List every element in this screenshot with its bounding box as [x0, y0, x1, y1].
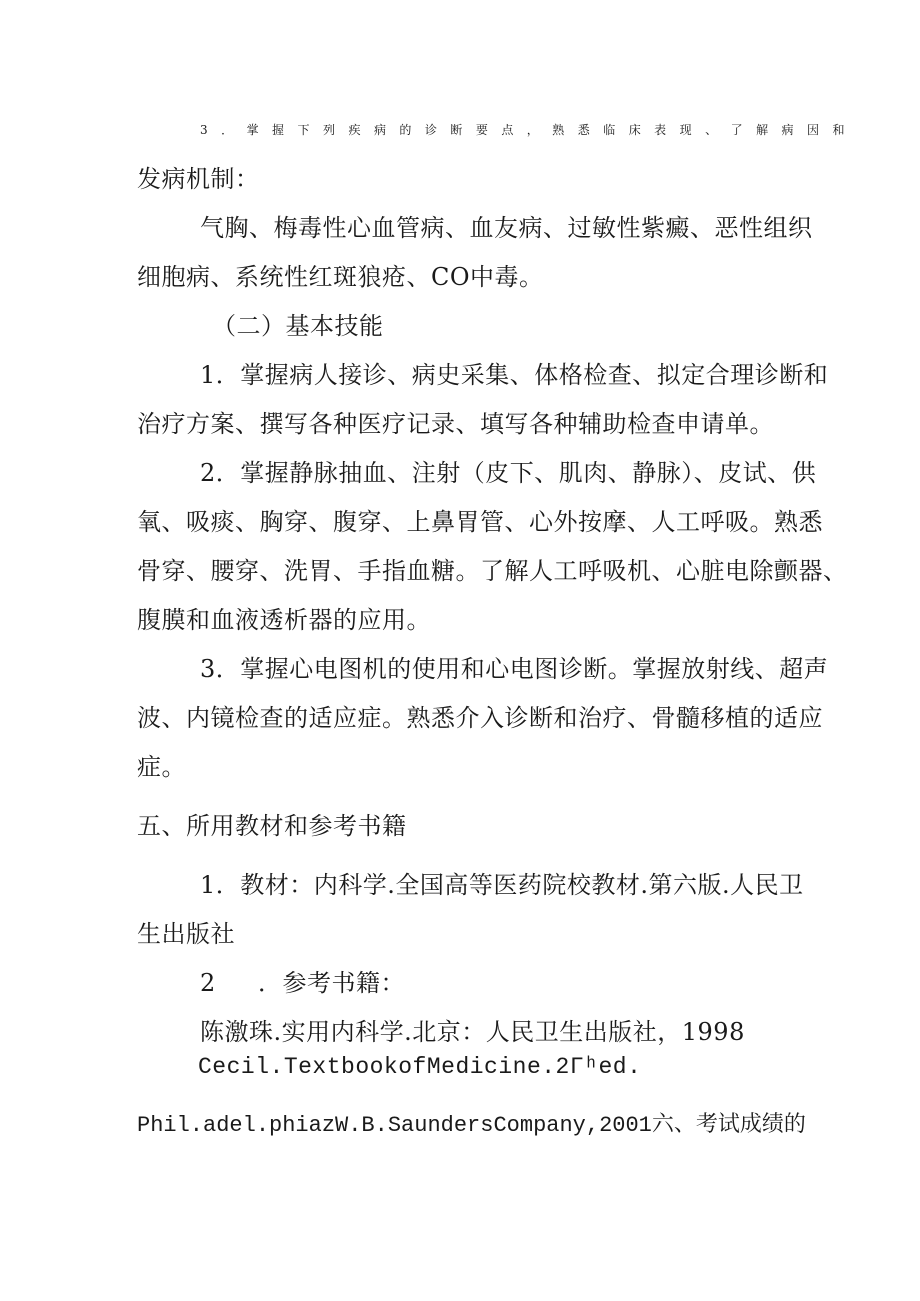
textbook-line1: 1．教材：内科学.全国高等医药院校教材.第六版.人民卫 [200, 871, 804, 899]
skills-heading: （二）基本技能 [212, 312, 384, 340]
skill3-line3: 症。 [137, 753, 186, 781]
reference-english-line2: Phil.adel.phiazW.B.SaundersCompany,2001六、考试成绩的 [137, 1113, 806, 1138]
section5-heading: 五、所用教材和参考书籍 [137, 812, 407, 840]
reference-label: ．参考书籍： [258, 969, 405, 997]
skill2-line2: 氧、吸痰、胸穿、腹穿、上鼻胃管、心外按摩、人工呼吸。熟悉 [137, 508, 823, 536]
skill3-line1: 3．掌握心电图机的使用和心电图诊断。掌握放射线、超声 [200, 655, 829, 683]
reference-chinese: 陈激珠.实用内科学.北京：人民卫生出版社，1998 [200, 1018, 745, 1046]
disease-list-line2: 细胞病、系统性红斑狼疮、CO中毒。 [137, 263, 544, 291]
skill3-line2: 波、内镜检查的适应症。熟悉介入诊断和治疗、骨髓移植的适应 [137, 704, 823, 732]
reference-english-line1: Cecil.TextbookofMedicine.2Γʰed. [198, 1054, 642, 1080]
skill2-line1: 2．掌握静脉抽血、注射（皮下、肌肉、静脉）、皮试、供 [200, 459, 817, 487]
skill2-line3: 骨穿、腰穿、洗胃、手指血糖。了解人工呼吸机、心脏电除颤器、 [137, 557, 848, 585]
skill1-line2: 治疗方案、撰写各种医疗记录、填写各种辅助检查申请单。 [137, 410, 774, 438]
textbook-line2: 生出版社 [137, 920, 235, 948]
skill1-line1: 1．掌握病人接诊、病史采集、体格检查、拟定合理诊断和 [200, 361, 829, 389]
item3-line2: 发病机制： [137, 165, 260, 193]
skill2-line4: 腹膜和血液透析器的应用。 [137, 606, 431, 634]
reference-number: 2 [200, 969, 216, 997]
item3-line1: 3．掌握下列疾病的诊断要点，熟悉临床表现、了解病因和 [200, 123, 845, 137]
disease-list-line1: 气胸、梅毒性心血管病、血友病、过敏性紫癜、恶性组织 [200, 214, 813, 242]
